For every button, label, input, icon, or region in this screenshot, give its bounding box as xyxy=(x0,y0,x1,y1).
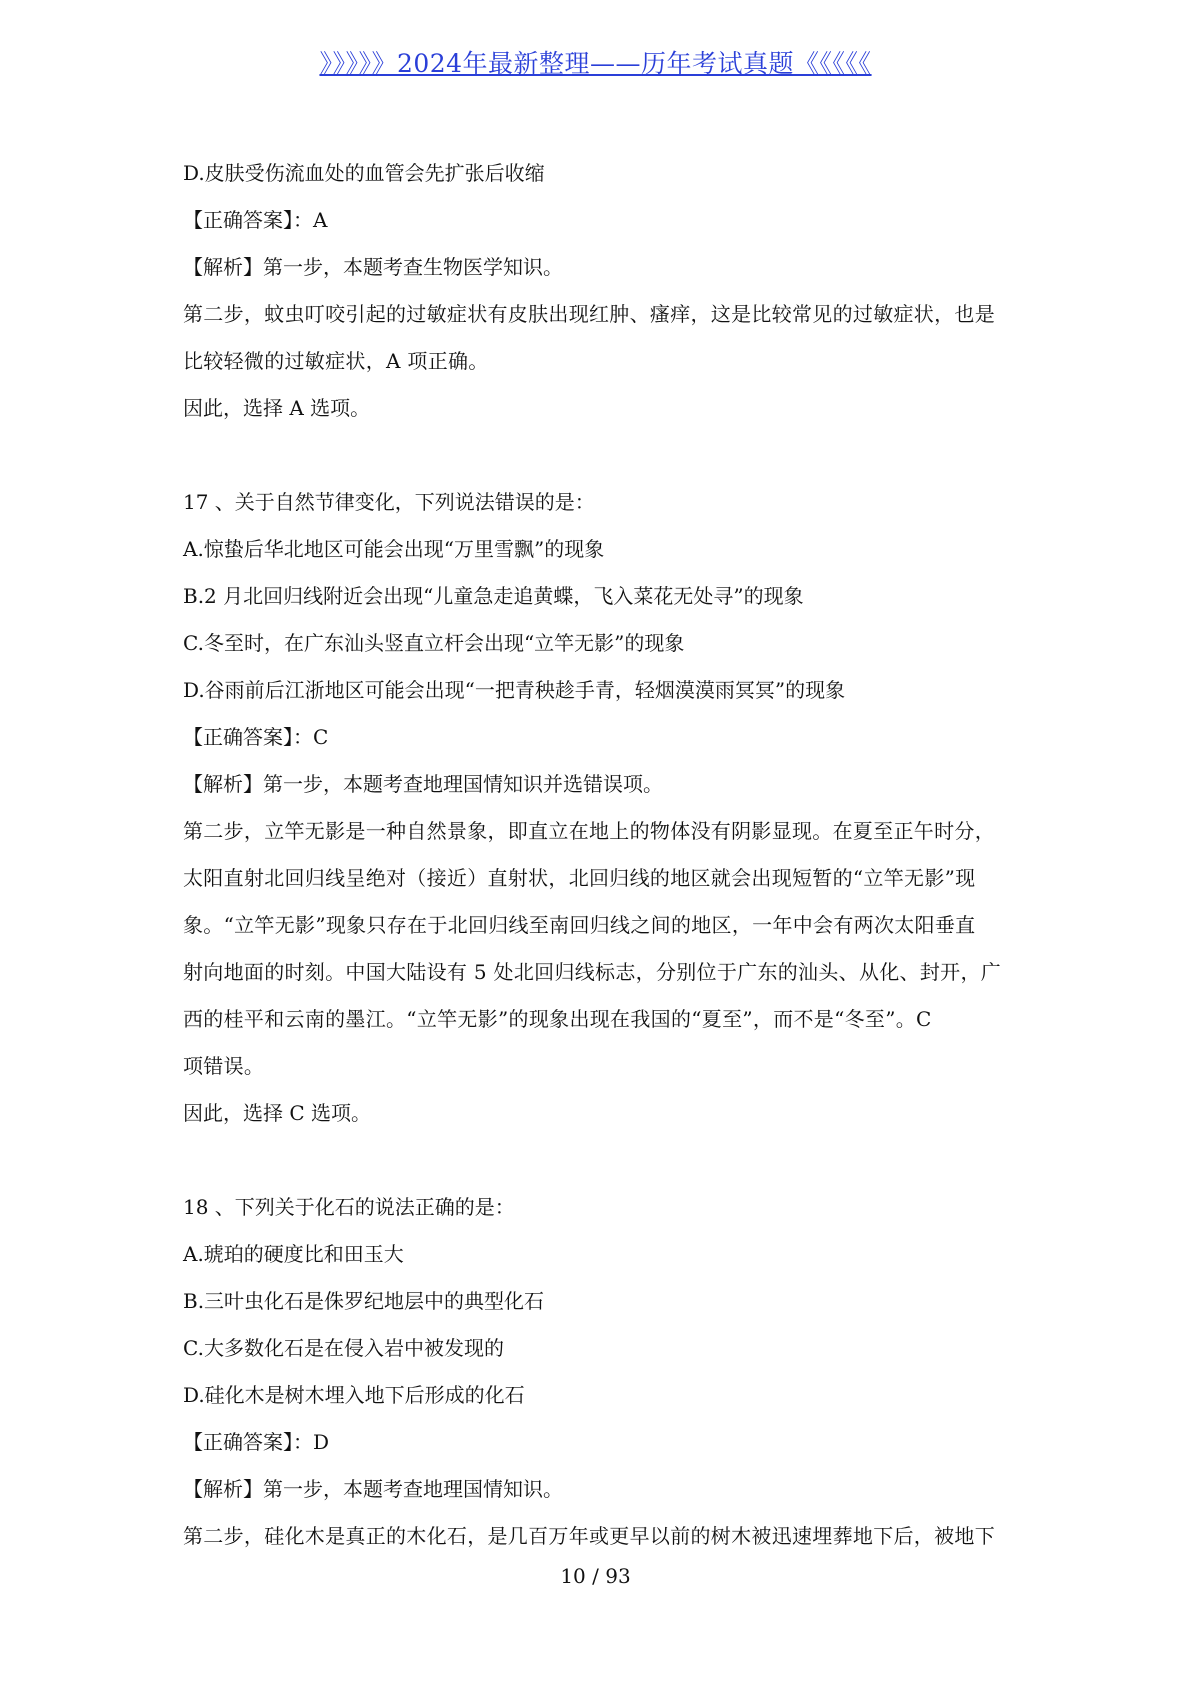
analysis-line: 西的桂平和云南的墨江。“立竿无影”的现象出现在我国的“夏至”，而不是“冬至”。C xyxy=(183,1007,932,1031)
page-number: 10 / 93 xyxy=(560,1564,631,1588)
previous-question-tail xyxy=(183,150,1028,432)
option-d: D.谷雨前后江浙地区可能会出现“一把青秧趁手青，轻烟漠漠雨冥冥”的现象 xyxy=(183,678,846,702)
analysis-conclusion: 因此，选择 C 选项。 xyxy=(183,1101,372,1125)
question-17 xyxy=(183,479,1028,1137)
analysis-line: 项错误。 xyxy=(183,1054,265,1078)
analysis-step-1: 【解析】第一步，本题考查地理国情知识并选错误项。 xyxy=(183,772,663,796)
analysis-line: 第二步，立竿无影是一种自然景象，即直立在地上的物体没有阴影显现。在夏至正午时分， xyxy=(183,819,995,843)
correct-answer: 【正确答案】：A xyxy=(183,208,328,232)
option-a: A.惊蛰后华北地区可能会出现“万里雪飘”的现象 xyxy=(183,537,605,561)
section-gap xyxy=(183,1137,1028,1184)
analysis-conclusion: 因此，选择 A 选项。 xyxy=(183,396,371,420)
option-b: B.2 月北回归线附近会出现“儿童急走追黄蝶，飞入菜花无处寻”的现象 xyxy=(183,584,804,608)
correct-answer: 【正确答案】：D xyxy=(183,1430,330,1454)
option-c: C.大多数化石是在侵入岩中被发现的 xyxy=(183,1336,504,1360)
option-a: A.琥珀的硬度比和田玉大 xyxy=(183,1242,404,1266)
header-link[interactable]: 》》》》》2024年最新整理——历年考试真题《《《《《 xyxy=(319,49,872,78)
analysis-step-1: 【解析】第一步，本题考查生物医学知识。 xyxy=(183,255,563,279)
analysis-line: 象。“立竿无影”现象只存在于北回归线至南回归线之间的地区，一年中会有两次太阳垂直 xyxy=(183,913,976,937)
analysis-line: 第二步，蚊虫叮咬引起的过敏症状有皮肤出现红肿、瘙痒，这是比较常见的过敏症状，也是 xyxy=(183,302,995,326)
analysis-paragraph xyxy=(183,291,1028,385)
analysis-line: 比较轻微的过敏症状，A 项正确。 xyxy=(183,349,489,373)
analysis-paragraph xyxy=(183,808,1028,1090)
question-stem: 17 、关于自然节律变化，下列说法错误的是： xyxy=(183,490,595,514)
section-gap xyxy=(183,432,1028,479)
analysis-line: 第二步，硅化木是真正的木化石，是几百万年或更早以前的树木被迅速埋葬地下后，被地下 xyxy=(183,1524,995,1548)
analysis-paragraph xyxy=(183,1513,1028,1560)
option-d: D.皮肤受伤流血处的血管会先扩张后收缩 xyxy=(183,161,545,185)
question-stem: 18 、下列关于化石的说法正确的是： xyxy=(183,1195,515,1219)
correct-answer: 【正确答案】：C xyxy=(183,725,329,749)
option-b: B.三叶虫化石是侏罗纪地层中的典型化石 xyxy=(183,1289,545,1313)
analysis-line: 太阳直射北回归线呈绝对（接近）直射状，北回归线的地区就会出现短暂的“立竿无影”现 xyxy=(183,866,976,890)
option-d: D.硅化木是树木埋入地下后形成的化石 xyxy=(183,1383,525,1407)
analysis-step-1: 【解析】第一步，本题考查地理国情知识。 xyxy=(183,1477,563,1501)
question-18 xyxy=(183,1184,1028,1560)
option-c: C.冬至时，在广东汕头竖直立杆会出现“立竿无影”的现象 xyxy=(183,631,685,655)
document-body xyxy=(183,150,1028,1560)
analysis-line: 射向地面的时刻。中国大陆设有 5 处北回归线标志，分别位于广东的汕头、从化、封开，广 xyxy=(183,960,1002,984)
